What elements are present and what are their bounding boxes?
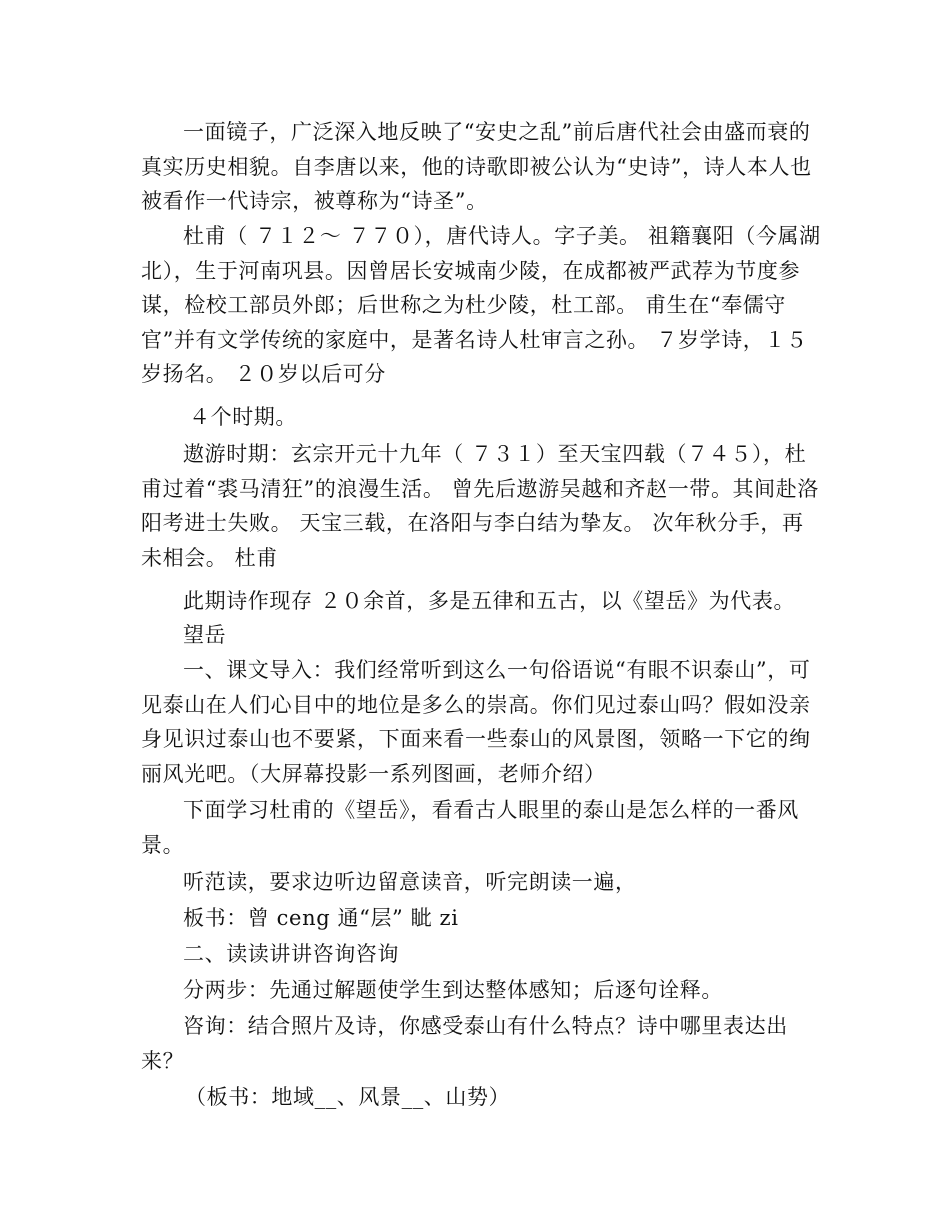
paragraph-four-periods: ４个时期。	[189, 405, 297, 429]
paragraph-two-steps: 分两步：先通过解题使学生到达整体感知；后逐句诠释。	[183, 978, 723, 1002]
paragraph-question: 咨询：结合照片及诗，你感受泰山有什么特点？诗中哪里表达出来？	[141, 1014, 788, 1073]
paragraph-poems-count: 此期诗作现存 ２０余首，多是五律和五古，以《望岳》为代表。	[183, 589, 796, 613]
paragraph-intro-mirror: 一面镜子，广泛深入地反映了“安史之乱”前后唐代社会由盛而衰的真实历史相貌。自李唐以来，他的诗歌即被公认为“史诗”，诗人本人也被看作一代诗宗，被尊称为“诗圣”。	[141, 120, 812, 213]
paragraph-blackboard-1: 板书：曾 ceng 通“层” 眦 zi	[183, 906, 459, 930]
paragraph-model-reading: 听范读，要求边听边留意读音，听完朗读一遍，	[183, 870, 637, 894]
paragraph-lesson-intro: 一、课文导入：我们经常听到这么一句俗语说“有眼不识泰山”，可见泰山在人们心目中的地位是多么的崇高。你们见过泰山吗？假如没亲身见识过泰山也不要紧，下面来看一些泰山的风景图，领略一下它的绚丽风光吧。（大屏幕投影一系列图画，老师介绍）	[141, 658, 811, 786]
paragraph-blackboard-2: （板书：地域__、风景__、山势）	[185, 1085, 511, 1109]
paragraph-title-wangyue: 望岳	[183, 623, 227, 647]
paragraph-study-poem: 下面学习杜甫的《望岳》，看看古人眼里的泰山是怎么样的一番风景。	[141, 798, 799, 857]
paragraph-section-two: 二、读读讲讲咨询咨询	[183, 942, 399, 966]
paragraph-du-fu-bio: 杜甫（ ７１２～ ７７０），唐代诗人。字子美。 祖籍襄阳（今属湖北），生于河南巩县。因曾居长安城南少陵，在成都被严武荐为节度参谋，检校工部员外郎；后世称之为杜少陵，杜工部。 甫生在“奉儒守官”并有文学传统的家庭中，是著名诗人杜审言之孙。 ７岁学诗，１５岁扬名。 ２０岁以后可分	[141, 224, 821, 386]
paragraph-travel-period: 遨游时期：玄宗开元十九年（ ７３１）至天宝四载（７４５），杜甫过着“裘马清狂”的浪漫生活。 曾先后遨游吴越和齐赵一带。其间赴洛阳考进士失败。 天宝三载，在洛阳与李白结为挚友。 次年秋分手，再未相会。 杜甫	[141, 442, 819, 570]
